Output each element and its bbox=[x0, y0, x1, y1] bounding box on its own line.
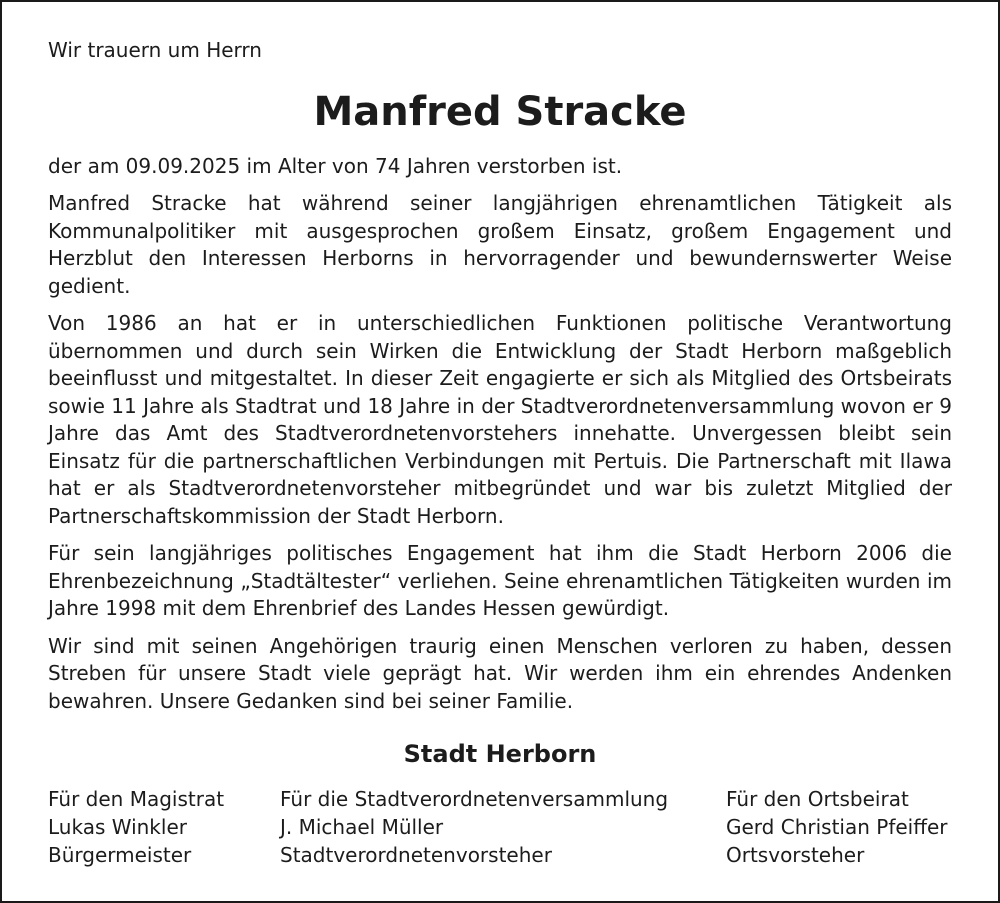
intro-line: Wir trauern um Herrn bbox=[48, 38, 262, 62]
signatory-name: Lukas Winkler bbox=[48, 815, 187, 839]
organization-name: Stadt Herborn bbox=[403, 740, 597, 768]
signatory-name: J. Michael Müller bbox=[280, 815, 444, 839]
signatory-stadtverordnetenversammlung bbox=[280, 785, 668, 869]
signatory-body: Für die Stadtverordnetenversammlung bbox=[280, 787, 669, 811]
tribute-paragraph-2: Von 1986 an hat er in unterschiedlichen Funktionen politische Verantwortung übernommen und durch sein Wirken die Entwicklung der Stadt Herborn maßgeblich beeinflusst und mitgestaltet. In dieser Zeit engagierte er sich als Mitglied des Ortsbeirats sowie 11 Jahre als Stadtrat und 18 Jahre in der Stadtverordnetenversammlung wovon er 9 Jahre das Amt des Stadtverordnetenvorstehers innehatte. Unvergessen bleibt sein Einsatz für die partnerschaftlichen Verbindungen mit Pertuis. Die Partnerschaft mit Ilawa hat er als Stadtverordnetenvorsteher mitbegründet und war bis zuletzt Mitglied der Partnerschaftskommission der Stadt Herborn. bbox=[48, 311, 952, 528]
death-date-line: der am 09.09.2025 im Alter von 74 Jahren verstorben ist. bbox=[48, 154, 623, 178]
signatory-body: Für den Magistrat bbox=[48, 787, 225, 811]
tribute-paragraph-3: Für sein langjähriges politisches Engagement hat ihm die Stadt Herborn 2006 die Ehrenbezeichnung „Stadtältester“ verliehen. Seine ehrenamtlichen Tätigkeiten wurden im Jahre 1998 mit dem Ehrenbrief des Landes Hessen gewürdigt. bbox=[48, 541, 952, 620]
signatory-title: Ortsvorsteher bbox=[726, 843, 865, 867]
signatory-title: Stadtverordnetenvorsteher bbox=[280, 843, 552, 867]
signatory-body: Für den Ortsbeirat bbox=[726, 787, 909, 811]
deceased-name: Manfred Stracke bbox=[313, 89, 687, 135]
signatory-name: Gerd Christian Pfeiffer bbox=[726, 815, 948, 839]
tribute-paragraph-1: Manfred Stracke hat während seiner langjährigen ehrenamtlichen Tätigkeit als Kommunalpolitiker mit ausgesprochen großem Einsatz, großem Engagement und Herzblut den Interessen Herborns in hervorragender und bewundernswerter Weise gedient. bbox=[48, 191, 952, 298]
signatory-title: Bürgermeister bbox=[48, 843, 192, 867]
signatory-magistrat bbox=[48, 785, 224, 869]
signatory-ortsbeirat bbox=[726, 785, 948, 869]
tribute-paragraph-4: Wir sind mit seinen Angehörigen traurig einen Menschen verloren zu haben, dessen Streben für unsere Stadt viele geprägt hat. Wir werden ihm ein ehrendes Andenken bewahren. Unsere Gedanken sind bei seiner Familie. bbox=[48, 633, 952, 713]
signature-block bbox=[48, 785, 952, 869]
